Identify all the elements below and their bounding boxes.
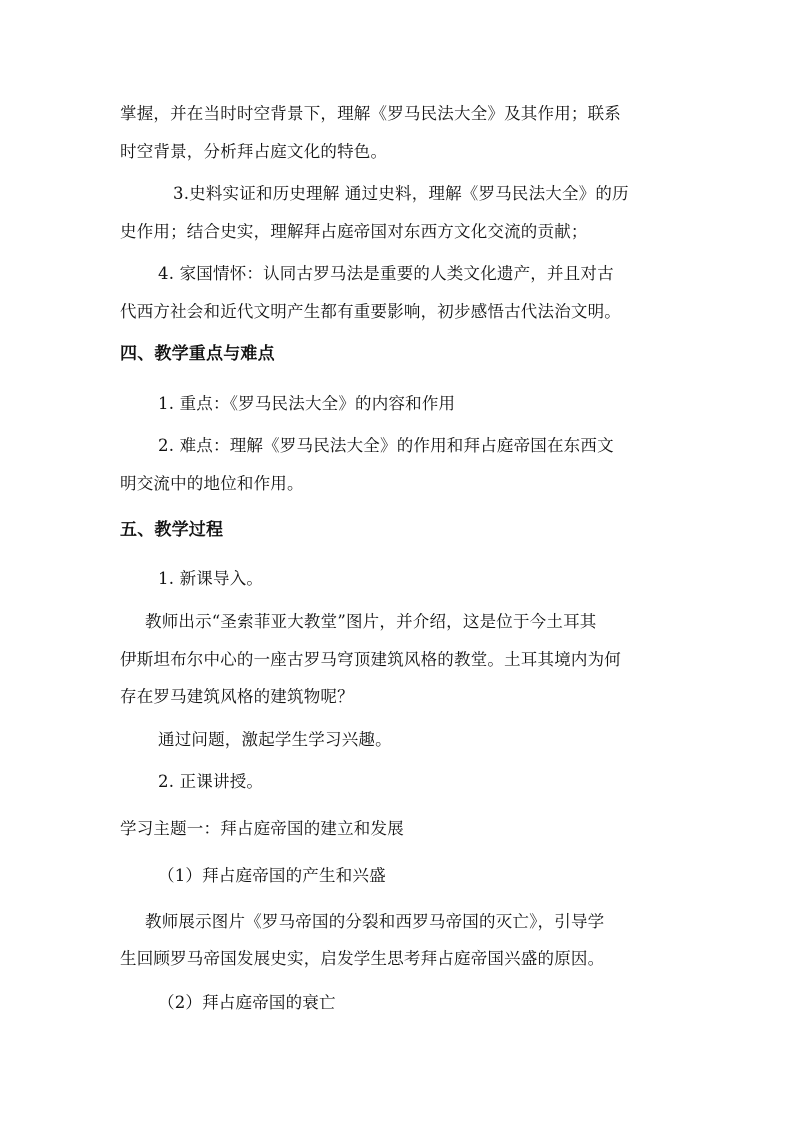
- objective-3-line: 3.史料实证和历史理解 通过史料，理解《罗马民法大全》的历: [173, 184, 629, 203]
- body-text-line: 通过问题，激起学生学习兴趣。: [158, 730, 392, 749]
- objective-4-line: 4. 家国情怀：认同古罗马法是重要的人类文化遗产，并且对古: [158, 264, 614, 283]
- body-text-line: 教师展示图片《罗马帝国的分裂和西罗马帝国的灭亡》，引导学: [145, 912, 605, 931]
- topic-heading: 学习主题一：拜占庭帝国的建立和发展: [120, 819, 404, 838]
- difficulty-line: 2. 难点：理解《罗马民法大全》的作用和拜占庭帝国在东西文: [158, 436, 614, 455]
- body-text-line: 史作用；结合史实，理解拜占庭帝国对东西方文化交流的贡献；: [120, 222, 588, 241]
- step-1-line: 1. 新课导入。: [158, 569, 264, 588]
- body-text-line: 存在罗马建筑风格的建筑物呢？: [120, 687, 354, 706]
- body-text-line: 伊斯坦布尔中心的一座古罗马穹顶建筑风格的教堂。土耳其境内为何: [120, 650, 621, 669]
- body-text-line: 代西方社会和近代文明产生都有重要影响，初步感悟古代法治文明。: [120, 302, 621, 321]
- body-text-line: 明交流中的地位和作用。: [120, 474, 304, 493]
- body-text-line: 时空背景，分析拜占庭文化的特色。: [120, 142, 388, 161]
- body-text-line: 教师出示“圣索菲亚大教堂”图片，并介绍，这是位于今土耳其: [145, 612, 597, 631]
- step-2-line: 2. 正课讲授。: [158, 772, 264, 791]
- section-heading-teaching-process: 五、教学过程: [120, 520, 224, 540]
- body-text-line: 生回顾罗马帝国发展史实，启发学生思考拜占庭帝国兴盛的原因。: [120, 949, 605, 968]
- key-point-line: 1. 重点：《罗马民法大全》的内容和作用: [158, 394, 456, 413]
- subtopic-1-heading: （1）拜占庭帝国的产生和兴盛: [158, 866, 386, 885]
- subtopic-2-heading: （2）拜占庭帝国的衰亡: [158, 993, 336, 1012]
- section-heading-key-points: 四、教学重点与难点: [120, 344, 275, 364]
- body-text-line: 掌握，并在当时时空背景下，理解《罗马民法大全》及其作用；联系: [120, 104, 621, 123]
